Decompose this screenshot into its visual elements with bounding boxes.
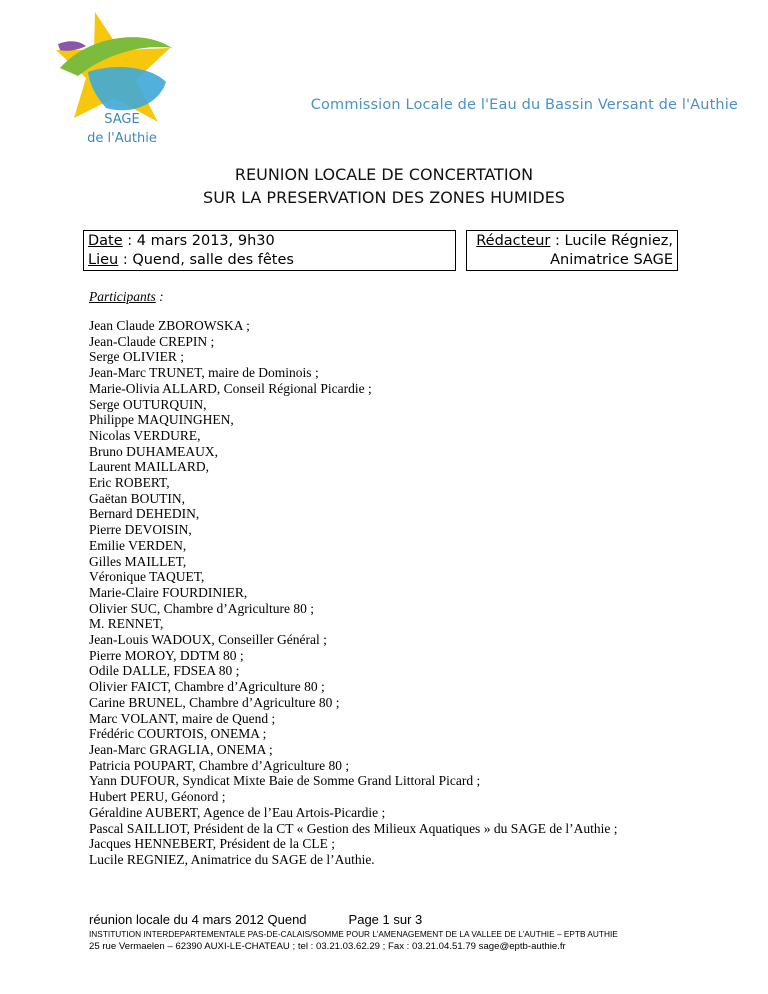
title-line-2: SUR LA PRESERVATION DES ZONES HUMIDES: [203, 188, 565, 207]
participant-item: Serge OUTURQUIN,: [89, 396, 207, 412]
participant-item: Gaëtan BOUTIN,: [89, 490, 185, 506]
participant-item: Jean-Louis WADOUX, Conseiller Général ;: [89, 632, 327, 648]
participant-item: Frédéric COURTOIS, ONEMA ;: [89, 726, 267, 742]
participant-item: Véronique TAQUET,: [89, 569, 205, 585]
commission-header: Commission Locale de l'Eau du Bassin Versant de l'Authie: [310, 97, 738, 113]
logo-caption: [72, 110, 172, 148]
participants-heading-colon: :: [155, 289, 164, 304]
meeting-info-box: [83, 230, 456, 271]
redacteur-role: Animatrice SAGE: [550, 252, 673, 268]
participant-item: Bruno DUHAMEAUX,: [89, 443, 218, 459]
participant-item: Marie-Claire FOURDINIER,: [89, 584, 248, 600]
participant-item: Jean-Marc TRUNET, maire de Dominois ;: [89, 365, 319, 381]
participant-item: Jacques HENNEBERT, Président de la CLE ;: [89, 836, 336, 852]
participant-item: Serge OLIVIER ;: [89, 349, 184, 365]
redacteur-label: Rédacteur: [476, 233, 551, 249]
lieu-value: : Quend, salle des fêtes: [118, 252, 294, 268]
date-value: : 4 mars 2013, 9h30: [122, 233, 275, 249]
participant-item: Jean-Claude CREPIN ;: [89, 333, 215, 349]
participant-item: Laurent MAILLARD,: [89, 459, 209, 475]
participant-item: Jean-Marc GRAGLIA, ONEMA ;: [89, 741, 273, 757]
participant-item: Olivier FAICT, Chambre d’Agriculture 80 ;: [89, 679, 325, 695]
participant-item: Odile DALLE, FDSEA 80 ;: [89, 663, 240, 679]
participants-heading-label: Participants: [89, 289, 156, 304]
logo-line-sage: SAGE: [104, 112, 140, 127]
document-title: [0, 163, 768, 209]
lieu-label: Lieu: [88, 252, 119, 268]
title-line-1: REUNION LOCALE DE CONCERTATION: [234, 165, 534, 184]
participant-item: Philippe MAQUINGHEN,: [89, 412, 234, 428]
participant-item: Patricia POUPART, Chambre d’Agriculture 80 ;: [89, 757, 350, 773]
logo-violet-accent: [58, 41, 86, 51]
footer-doc-name: réunion locale du 4 mars 2012 Quend: [89, 912, 307, 927]
participant-item: Yann DUFOUR, Syndicat Mixte Baie de Somme Grand Littoral Picard ;: [89, 773, 481, 789]
participant-item: Marie-Olivia ALLARD, Conseil Régional Picardie ;: [89, 380, 372, 396]
participant-item: Jean Claude ZBOROWSKA ;: [89, 318, 250, 333]
participant-item: Pierre DEVOISIN,: [89, 522, 192, 538]
logo-line-authie: de l'Authie: [87, 131, 157, 146]
participant-item: Emilie VERDEN,: [89, 537, 187, 553]
redacteur-value: : Lucile Régniez,: [550, 233, 673, 249]
participant-item: Marc VOLANT, maire de Quend ;: [89, 710, 276, 726]
participant-item: Carine BRUNEL, Chambre d’Agriculture 80 ;: [89, 694, 340, 710]
participant-item: Lucile REGNIEZ, Animatrice du SAGE de l’Authie.: [89, 851, 375, 867]
participant-item: Gilles MAILLET,: [89, 553, 187, 569]
participants-heading: [89, 289, 164, 305]
participant-item: Olivier SUC, Chambre d’Agriculture 80 ;: [89, 600, 314, 616]
participant-item: Nicolas VERDURE,: [89, 427, 201, 443]
participant-item: Pierre MOROY, DDTM 80 ;: [89, 647, 244, 663]
footer-institution: INSTITUTION INTERDEPARTEMENTALE PAS-DE-CALAIS/SOMME POUR L’AMENAGEMENT DE LA VALLEE DE L’AUTHIE – EPTB AUTHIE: [89, 929, 618, 939]
date-line: [88, 232, 451, 251]
participants-list: [89, 318, 689, 868]
participant-item: Géraldine AUBERT, Agence de l’Eau Artois-Picardie ;: [89, 804, 386, 820]
date-label: Date: [88, 233, 123, 249]
page-number: Page 1 sur 3: [348, 912, 423, 927]
participant-item: Eric ROBERT,: [89, 475, 170, 491]
redacteur-box: [466, 230, 678, 271]
redacteur-line: [471, 232, 673, 251]
footer-address: 25 rue Vermaelen – 62390 AUXI-LE-CHATEAU ; tel : 03.21.03.62.29 ; Fax : 03.21.04.51.79 sage@eptb-authie.fr: [89, 941, 566, 952]
participant-item: Bernard DEHEDIN,: [89, 506, 200, 522]
participant-item: M. RENNET,: [89, 616, 164, 632]
participant-item: Hubert PERU, Géonord ;: [89, 789, 226, 805]
participant-item: Pascal SAILLIOT, Président de la CT « Gestion des Milieux Aquatiques » du SAGE de l’Authie ;: [89, 820, 618, 836]
footer-page-line: [89, 912, 422, 927]
lieu-line: [88, 251, 451, 270]
